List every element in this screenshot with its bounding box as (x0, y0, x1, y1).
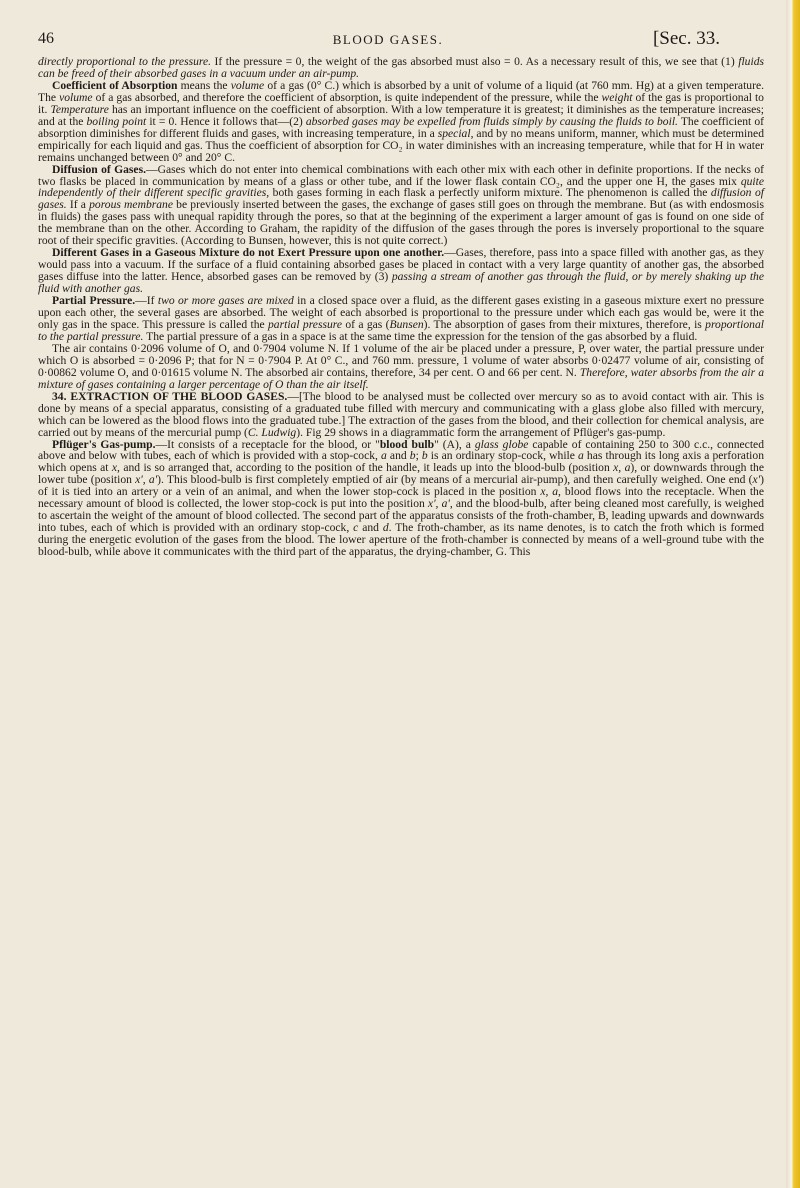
paragraph (38, 343, 764, 391)
italic-run: proportional to the partial pressure. (38, 317, 764, 343)
italic-run: Bunsen (389, 317, 424, 331)
text-run: capable of containing 250 to 300 c.c., connected above and below with tubes, each of which is provided with a stop-cock, (38, 437, 764, 463)
text-run: The air contains 0·2096 volume of O, and 0·7904 volume N. If 1 volume of the air be placed under a pressure, P, over water, the partial pressure under which O is absorbed = 0·2096 P; that for N = 0·7904 P. At 0° C., and 760 mm. pressure, 1 volume of water absorbs 0·02477 volume of air, consisting of 0·00862 volume O, and 0·01615 volume N. The absorbed air contains, therefore, 34 per cent. O and 66 per cent. N. (38, 341, 764, 379)
italic-run: Temperature (50, 102, 109, 116)
text-run: means the (177, 78, 231, 92)
body-text (38, 56, 764, 558)
italic-run: diffusion of gases. (38, 186, 764, 212)
text-run: and (358, 521, 383, 535)
italic-run: a (381, 449, 387, 463)
text-run: of a gas absorbed, and therefore the coefficient of absorption, is quite independent of the pressure, while the (92, 90, 602, 104)
italic-run: x, a (613, 461, 631, 475)
text-run: —[The blood to be analysed must be collected over mercury so as to avoid contact with air. This is done by means of a special apparatus, consisting of a graduated tube filled with mercury and communicating with a glass globe also filled with mercury, which can be lowered as the blood flows into the graduated tube.] The extraction of the gases from the blood, and their collection for chemical analysis, are carried out by means of the mercurial pump ( (38, 389, 765, 439)
italic-run: partial pressure (268, 317, 342, 331)
italic-run: x', a' (135, 473, 158, 487)
text-run: ). This blood-bulb is first completely emptied of air (by means of a mercurial air-pump), and then carefully weighed. One end ( (157, 473, 753, 487)
running-header (38, 26, 738, 54)
italic-run: c (353, 521, 359, 535)
bold-run: Pflüger's Gas-pump. (52, 437, 156, 451)
text-run: , and by no means uniform, manner, which must be determined empirically for each liquid and gas. Thus the coefficient of absorption for CO₂ in water diminishes with an increasing temperature, while that for H in water remains unchanged between 0° and 20° C. (38, 126, 764, 164)
text-run: ) of it is tied into an artery or a vein of an animal, and when the lower stop-cock is placed in the position (38, 473, 764, 499)
text-run: ). The absorption of gases from their mixtures, therefore, is (423, 317, 706, 331)
text-run: of a gas ( (342, 317, 390, 331)
text-run: ). Fig 29 shows in a diagrammatic form the arrangement of Pflüger's gas-pump. (296, 425, 666, 439)
italic-run: two or more gases are mixed (157, 294, 294, 308)
text-run: —Gases which do not enter into chemical combinations with each other mix with each other in definite proportions. If the necks of two flasks be placed in communication by means of a glass or other tube, and if the lower flask contain CO₂, and the upper one H, the gases mix (38, 162, 764, 188)
text-run: and (386, 449, 410, 463)
text-run: , and is so arranged that, according to the position of the handle, it leads up into the blood-bulb (position (117, 461, 614, 475)
italic-run: passing a stream of another gas through the fluid, or by merely shaking up the fluid with another gas. (38, 270, 765, 296)
text-run: If the pressure = 0, the weight of the gas absorbed must also = 0. As a necessary result of this, we see that (1) (211, 55, 739, 68)
text-run: The coefficient of absorption diminishes for different fluids and gases, with increasing temperature, in a (38, 114, 764, 140)
bold-run: 34. EXTRACTION OF THE BLOOD GASES. (52, 389, 288, 403)
italic-run: boiling point (86, 114, 147, 128)
bold-run: Partial Pressure. (52, 294, 136, 308)
paragraph (38, 391, 764, 439)
bold-run: blood bulb (379, 437, 435, 451)
text-run: —Gases, therefore, pass into a space filled with another gas, as they would pass into a vacuum. If the surface of a fluid containing absorbed gases be placed in contact with a very large quantity of another gas, the absorbed gases diffuse into the latter. Hence, absorbed gases can be removed by (3) (38, 246, 764, 284)
italic-run: weight (601, 90, 633, 104)
text-run: —If (135, 294, 158, 308)
text-run: , blood flows into the receptacle. When the necessary amount of blood is collected, the lower stop-cock is put into the position (38, 485, 764, 511)
text-run: The partial pressure of a gas in a space is at the same time the expression for the tension of the gas absorbed by a fluid. (143, 329, 698, 343)
italic-run: x, a (540, 485, 559, 499)
text-run: is an ordinary stop-cock, while (427, 449, 579, 463)
paragraph (38, 247, 764, 295)
text-run: ; (415, 449, 422, 463)
bold-run: Different Gases in a Gaseous Mixture do not Exert Pressure upon one another. (52, 246, 445, 260)
page-number: 46 (38, 30, 54, 47)
italic-run: quite independently of their different specific gravities, (38, 174, 764, 200)
italic-run: volume (59, 90, 93, 104)
italic-run: glass globe (474, 437, 529, 451)
text-run: of a gas (0° C.) which is absorbed by a unit of volume of a liquid (at 760 mm. Hg) at a given temperature. The (38, 78, 764, 104)
italic-run: b (409, 449, 416, 463)
paragraph (38, 439, 764, 559)
italic-run: volume (230, 78, 265, 92)
text-run: has an important influence on the coefficient of absorption. With a low temperature it is greatest; it diminishes as the temperature increases; and at the (38, 102, 765, 128)
text-run: be previously inserted between the gases, the exchange of gases still goes on through the membrane. But (as with endosmosis in fluids) the gases pass with unequal rapidity through the pores, so that at the beginning of the experiment a larger amount of gas is found on one side of the membrane than on the other. According to Graham, the rapidity of the diffusion of the gases through the pores is inversely proportional to the square root of their specific gravities. (According to Bunsen, however, this is not quite correct.) (38, 198, 764, 248)
italic-run: directly proportional to the pressure. (38, 55, 212, 68)
italic-run: fluids can be freed of their absorbed gases in a vacuum under an air-pump. (38, 55, 765, 80)
italic-run: C. Ludwig (247, 425, 297, 439)
italic-run: b (421, 449, 428, 463)
page-edge (786, 0, 800, 1188)
italic-run: x' (752, 473, 761, 487)
italic-run: porous membrane (89, 198, 173, 212)
italic-run: a (578, 449, 584, 463)
italic-run: x', a' (427, 497, 450, 511)
paragraph (38, 80, 764, 164)
bold-run: Coefficient of Absorption (52, 78, 178, 92)
text-run: . The froth-chamber, as its name denotes, is to catch the froth which is formed during the energetic evolution of the gases from the blood. The lower aperture of the froth-chamber is connected by means of a well-ground tube with the blood-bulb, while above it communicates with the third part of the apparatus, the drying-chamber, G. This (38, 521, 764, 559)
bold-run: Diffusion of Gases. (52, 162, 146, 176)
text-run: in a closed space over a fluid, as the different gases existing in a gaseous mixture exert no pressure upon each other, the several gases are absorbed. The weight of each absorbed is proportional to the pressure under which each gas would be, were it the only gas in the space. This pressure is called the (38, 294, 765, 331)
text-run: " (A), a (434, 437, 475, 451)
running-title: BLOOD GASES. (332, 32, 444, 47)
italic-run: x (111, 461, 118, 475)
text-run: ), or downwards through the lower tube (position (38, 461, 764, 487)
paragraph (38, 56, 764, 80)
italic-run: absorbed gases may be expelled from fluids simply by causing the fluids to boil. (305, 114, 678, 128)
paragraph (38, 295, 764, 343)
text-run: has through its long axis a perforation which opens at (38, 449, 764, 475)
text-run: both gases forming in each flask a perfectly uniform mixture. The phenomenon is called the (269, 186, 711, 200)
text-run: it = 0. Hence it follows that—(2) (146, 114, 306, 128)
text-run: , and the blood-bulb, after being cleaned most carefully, is weighed to ascertain the weight of the amount of blood collected. The second part of the apparatus consists of the froth-chamber, B, leading upwards and downwards into tubes, each of which is provided with an ordinary stop-cock, (38, 497, 765, 535)
text-run: —It consists of a receptacle for the blood, or " (155, 437, 380, 451)
italic-run: Therefore, water absorbs from the air a mixture of gases containing a larger percentage of O than the air itself. (38, 365, 764, 391)
text-run: of the gas is proportional to it. (38, 90, 764, 116)
text-run: If a (66, 198, 90, 212)
paragraph (38, 164, 764, 248)
section-marker: [Sec. 33. (652, 28, 720, 49)
italic-run: d (382, 521, 389, 535)
italic-run: special (437, 126, 471, 140)
